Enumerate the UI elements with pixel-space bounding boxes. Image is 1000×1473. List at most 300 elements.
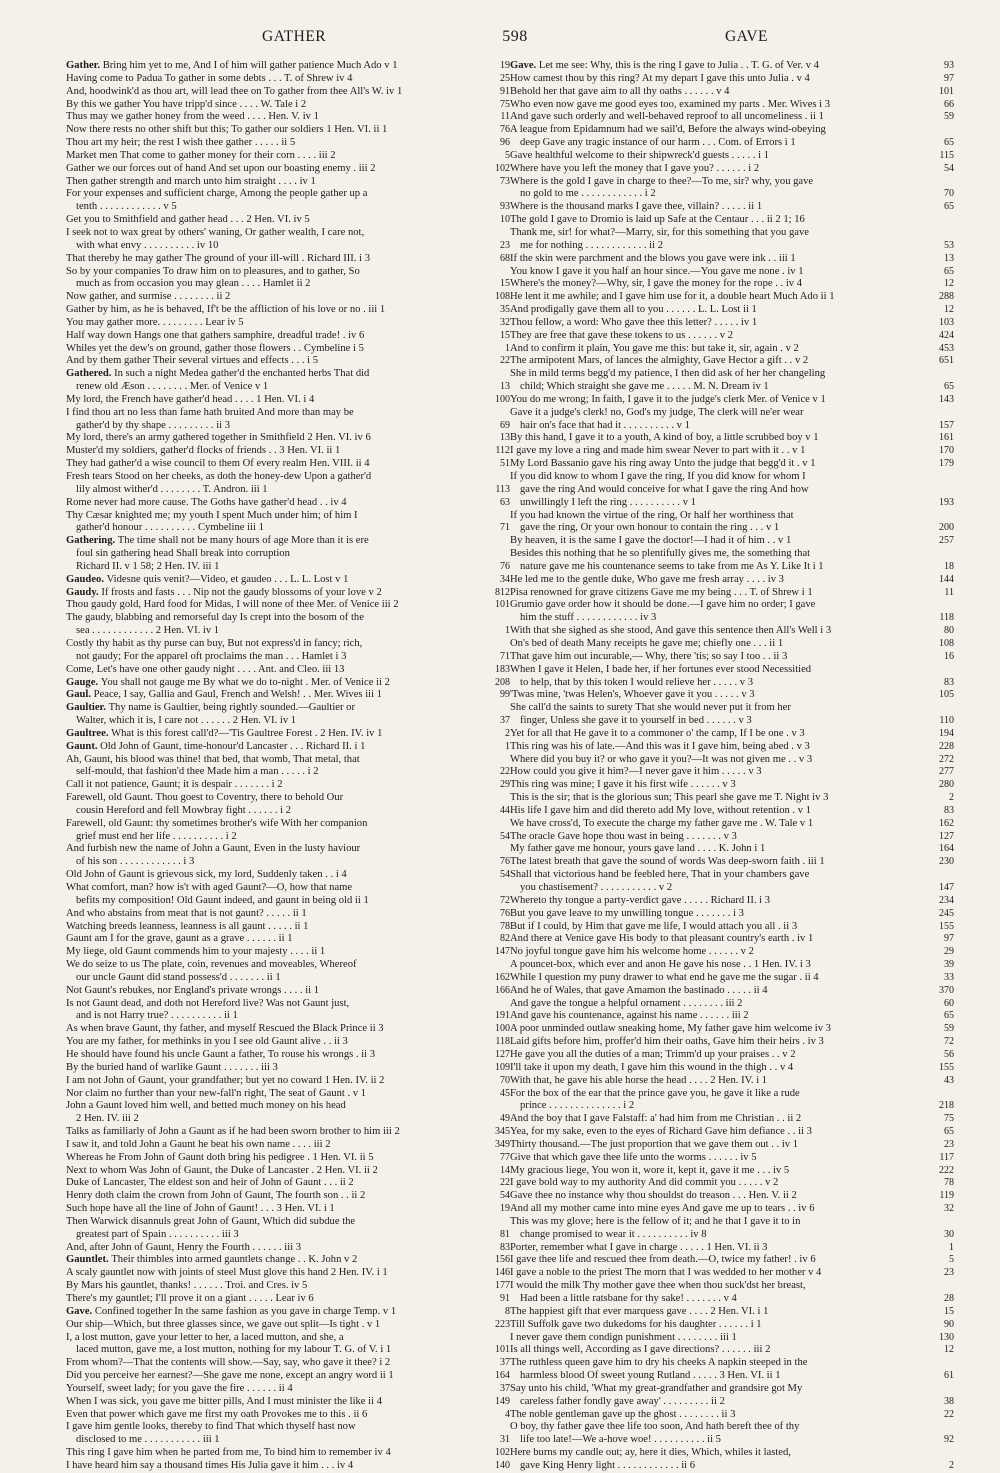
concordance-entry bbox=[510, 1165, 954, 1178]
line-reference: 45 bbox=[500, 1087, 510, 1099]
concordance-entry bbox=[510, 471, 954, 484]
entry-text: This is the sir; that is the glorious sun; This pearl she gave me T. Night iv 3 bbox=[510, 792, 829, 804]
line-reference: 5 bbox=[505, 149, 510, 161]
entry-text: Say unto his child, 'What my great-grandfather and grandsire got My bbox=[510, 1382, 803, 1394]
entry-text: And, hoodwink'd as thou art, will lead thee on To gather from thee All's W. iv 1 bbox=[66, 85, 403, 97]
entry-text: with what envy . . . . . . . . . . iv 10 bbox=[76, 239, 219, 251]
line-reference: 112 bbox=[495, 445, 510, 457]
concordance-entry bbox=[510, 869, 954, 882]
concordance-entry bbox=[66, 805, 510, 818]
concordance-entry bbox=[66, 548, 510, 561]
entry-text: our uncle Gaunt did stand possess'd . . . . . . . ii 1 bbox=[76, 971, 281, 983]
line-reference: 110 bbox=[939, 715, 954, 727]
line-reference: 66 bbox=[944, 98, 954, 110]
concordance-entry bbox=[510, 664, 954, 677]
line-reference: 147 bbox=[495, 946, 510, 958]
line-reference: 161 bbox=[939, 432, 954, 444]
entry-text: She call'd the saints to surety That she would never put it from her bbox=[510, 702, 791, 714]
concordance-entry bbox=[66, 1036, 510, 1049]
line-reference: 30 bbox=[944, 1228, 954, 1240]
concordance-entry bbox=[66, 998, 510, 1011]
concordance-entry bbox=[66, 304, 510, 317]
entry-text: Gaunt. Old John of Gaunt, time-honour'd Lancaster . . . Richard II. i 1 bbox=[66, 740, 366, 752]
concordance-entry bbox=[510, 368, 954, 381]
concordance-entry bbox=[66, 728, 510, 741]
concordance-entry bbox=[510, 612, 954, 625]
line-reference: 277 bbox=[939, 766, 954, 778]
entry-text: Yourself, sweet lady; for you gave the fire . . . . . . ii 4 bbox=[66, 1382, 293, 1394]
entry-text: him the stuff . . . . . . . . . . . . iv 3 bbox=[520, 612, 657, 624]
concordance-entry bbox=[510, 535, 954, 548]
entry-text: We do seize to us The plate, coin, revenues and moveables, Whereof bbox=[66, 959, 357, 971]
line-reference: 59 bbox=[944, 1023, 954, 1035]
concordance-entry bbox=[510, 1023, 954, 1036]
entry-text: And all my mother came into mine eyes And gave me up to tears . . iv 6 bbox=[510, 1203, 815, 1215]
line-reference: 140 bbox=[495, 1459, 510, 1471]
concordance-entry bbox=[510, 1190, 954, 1203]
concordance-entry bbox=[66, 317, 510, 330]
concordance-entry bbox=[66, 330, 510, 343]
concordance-entry bbox=[510, 1332, 954, 1345]
entry-text: Gauge. You shall not gauge me By what we do to-night . Mer. of Venice ii 2 bbox=[66, 676, 390, 688]
headword: Gauntlet. bbox=[66, 1254, 112, 1266]
entry-text: disclosed to me . . . . . . . . . . . iii 1 bbox=[76, 1434, 220, 1446]
entry-text: The noble gentleman gave up the ghost . . . . . . . . ii 3 bbox=[510, 1408, 736, 1420]
concordance-entry bbox=[66, 1460, 510, 1473]
entry-text: sea . . . . . . . . . . . . 2 Hen. VI. iv 1 bbox=[76, 625, 220, 637]
line-reference: 56 bbox=[944, 1048, 954, 1060]
entry-text: And to confirm it plain, You gave me this: but take it, sir, again . v 2 bbox=[510, 342, 799, 354]
concordance-entry bbox=[66, 471, 510, 484]
line-reference: 1 bbox=[505, 342, 510, 354]
concordance-entry bbox=[66, 1049, 510, 1062]
line-reference: 228 bbox=[939, 740, 954, 752]
line-reference: 12 bbox=[944, 278, 954, 290]
concordance-entry bbox=[66, 522, 510, 535]
concordance-entry bbox=[66, 407, 510, 420]
concordance-entry bbox=[66, 574, 510, 587]
concordance-entry bbox=[510, 1280, 954, 1293]
entry-text: you chastisement? . . . . . . . . . . . v 2 bbox=[520, 882, 673, 893]
entry-text: And, after John of Gaunt, Henry the Fourth . . . . . . iii 3 bbox=[66, 1241, 302, 1253]
concordance-entry bbox=[510, 1319, 954, 1332]
line-reference: 108 bbox=[495, 291, 510, 303]
line-reference: 25 bbox=[500, 72, 510, 84]
concordance-entry bbox=[510, 1344, 954, 1357]
entry-text: Such hope have all the line of John of Gaunt! . . . 3 Hen. VI. i 1 bbox=[66, 1203, 335, 1215]
concordance-entry bbox=[510, 1203, 954, 1216]
entry-text: gather'd honour . . . . . . . . . . Cymbeline iii 1 bbox=[76, 522, 264, 534]
concordance-entry bbox=[510, 99, 954, 112]
line-reference: 13 bbox=[944, 252, 954, 264]
concordance-entry bbox=[66, 612, 510, 625]
line-reference: 37 bbox=[500, 715, 510, 727]
entry-text: Gaudeo. Videsne quis venit?—Video, et gaudeo . . . L. L. Lost v 1 bbox=[66, 573, 349, 585]
line-reference: 99 bbox=[500, 689, 510, 701]
concordance-entry bbox=[510, 1242, 954, 1255]
concordance-entry bbox=[66, 445, 510, 458]
concordance-entry bbox=[66, 1216, 510, 1229]
left-column bbox=[66, 60, 510, 1473]
concordance-entry bbox=[66, 535, 510, 548]
line-reference: 12 bbox=[944, 1344, 954, 1356]
line-reference: 76 bbox=[500, 560, 510, 572]
line-reference: 424 bbox=[939, 329, 954, 341]
line-reference: 127 bbox=[495, 1048, 510, 1060]
entry-text: That thereby he may gather The ground of your ill-will . Richard III. i 3 bbox=[66, 252, 370, 264]
concordance-entry bbox=[510, 124, 954, 137]
concordance-entry bbox=[510, 343, 954, 356]
concordance-entry bbox=[510, 792, 954, 805]
entry-text: But you gave leave to my unwilling tongue . . . . . . . i 3 bbox=[510, 907, 744, 919]
entry-text: Whereas he From John of Gaunt doth bring his pedigree . 1 Hen. VI. ii 5 bbox=[66, 1151, 374, 1163]
concordance-entry bbox=[510, 985, 954, 998]
line-reference: 65 bbox=[944, 137, 954, 149]
entry-text: For your expenses and sufficient charge, Among the people gather up a bbox=[66, 188, 368, 200]
line-reference: 29 bbox=[500, 779, 510, 791]
concordance-entry bbox=[66, 1075, 510, 1088]
entry-text: Gave. Let me see: Why, this is the ring I gave to Julia . . T. G. of Ver. v 4 bbox=[510, 60, 819, 71]
entry-text: Had been a little ratsbane for thy sake! . . . . . . . v 4 bbox=[520, 1293, 737, 1304]
entry-text: Besides this nothing that he so plentifully gives me, the something that bbox=[510, 548, 811, 560]
entry-text: And he of Wales, that gave Amamon the bastinado . . . . . ii 4 bbox=[510, 984, 768, 996]
line-reference: 130 bbox=[939, 1331, 954, 1343]
concordance-entry bbox=[66, 394, 510, 407]
concordance-entry bbox=[66, 946, 510, 959]
concordance-entry bbox=[510, 766, 954, 779]
line-reference: 166 bbox=[495, 984, 510, 996]
line-reference: 65 bbox=[944, 201, 954, 213]
line-reference: 23 bbox=[944, 1267, 954, 1279]
entry-text: My father gave me honour, yours gave land . . . . K. John i 1 bbox=[510, 843, 766, 855]
concordance-entry bbox=[510, 407, 954, 420]
concordance-entry bbox=[510, 1075, 954, 1088]
concordance-entry bbox=[66, 1344, 510, 1357]
entry-text: Thou fellow, a word: Who gave thee this letter? . . . . . iv 1 bbox=[510, 316, 758, 328]
entry-text: You know I gave it you half an hour since.—You gave me none . iv 1 bbox=[510, 265, 804, 277]
concordance-entry bbox=[510, 1293, 954, 1306]
concordance-entry bbox=[510, 150, 954, 163]
line-reference: 234 bbox=[939, 894, 954, 906]
entry-text: Duke of Lancaster, The eldest son and heir of John of Gaunt . . . ii 2 bbox=[66, 1177, 354, 1189]
concordance-entry bbox=[66, 1203, 510, 1216]
line-reference: 54 bbox=[500, 1190, 510, 1202]
line-reference: 77 bbox=[500, 1151, 510, 1163]
line-reference: 23 bbox=[944, 1138, 954, 1150]
concordance-entry bbox=[510, 1010, 954, 1023]
concordance-entry bbox=[66, 1113, 510, 1126]
concordance-entry bbox=[510, 638, 954, 651]
concordance-entry bbox=[510, 1267, 954, 1280]
entry-text: Gathering. The time shall not be many hours of age More than it is ere bbox=[66, 535, 369, 547]
concordance-entry bbox=[510, 1216, 954, 1229]
line-reference: 179 bbox=[939, 458, 954, 470]
concordance-entry bbox=[66, 111, 510, 124]
line-reference: 183 bbox=[495, 663, 510, 675]
entry-text: careless father fondly gave away' . . . . . . . . . ii 2 bbox=[520, 1395, 725, 1407]
entry-text: Having come to Padua To gather in some debts . . . T. of Shrew iv 4 bbox=[66, 72, 353, 84]
concordance-entry bbox=[66, 99, 510, 112]
entry-text: deep Gave any tragic instance of our harm . . . Com. of Errors i 1 bbox=[520, 137, 796, 149]
line-reference: 38 bbox=[944, 1395, 954, 1407]
concordance-entry bbox=[66, 1152, 510, 1165]
line-reference: 12 bbox=[944, 304, 954, 316]
line-reference: 22 bbox=[500, 1177, 510, 1189]
entry-text: foul sin gathering head Shall break into corruption bbox=[76, 548, 290, 560]
line-reference: 76 bbox=[500, 124, 510, 136]
line-reference: 78 bbox=[500, 920, 510, 932]
concordance-entry bbox=[510, 908, 954, 921]
concordance-entry bbox=[510, 394, 954, 407]
line-reference: 22 bbox=[500, 355, 510, 367]
line-reference: 164 bbox=[939, 843, 954, 855]
concordance-entry bbox=[510, 651, 954, 664]
line-reference: 118 bbox=[495, 1036, 510, 1048]
line-reference: 200 bbox=[939, 522, 954, 534]
line-reference: 11 bbox=[500, 111, 510, 123]
line-reference: 193 bbox=[939, 496, 954, 508]
line-reference: 108 bbox=[939, 637, 954, 649]
entry-text: How could you give it him?—I never gave it him . . . . . v 3 bbox=[510, 766, 762, 778]
entry-text: I find thou art no less than fame hath bruited And more than may be bbox=[66, 406, 354, 418]
entry-text: Richard II. v 1 58; 2 Hen. IV. iii 1 bbox=[76, 560, 220, 572]
concordance-entry bbox=[66, 587, 510, 600]
concordance-entry bbox=[510, 1139, 954, 1152]
entry-text: Nor claim no further than your new-fall'n right, The seat of Gaunt . v 1 bbox=[66, 1087, 367, 1099]
line-reference: 162 bbox=[939, 817, 954, 829]
concordance-entry bbox=[66, 73, 510, 86]
entry-text: A poor unminded outlaw sneaking home, My father gave him welcome iv 3 bbox=[510, 1023, 831, 1035]
line-reference: 272 bbox=[939, 753, 954, 765]
line-reference: 97 bbox=[944, 933, 954, 945]
line-reference: 43 bbox=[944, 1074, 954, 1086]
line-reference: 97 bbox=[944, 72, 954, 84]
concordance-entry bbox=[66, 1254, 510, 1267]
line-reference: 71 bbox=[500, 650, 510, 662]
entry-text: You are my father, for methinks in you I see old Gaunt alive . . ii 3 bbox=[66, 1036, 348, 1048]
line-reference: 69 bbox=[500, 419, 510, 431]
line-reference: 144 bbox=[939, 573, 954, 585]
entry-text: The gaudy, blabbing and remorseful day Is crept into the bosom of the bbox=[66, 612, 364, 624]
concordance-entry bbox=[510, 1036, 954, 1049]
concordance-columns bbox=[66, 60, 954, 1473]
concordance-entry bbox=[510, 754, 954, 767]
concordance-entry bbox=[66, 1126, 510, 1139]
concordance-entry bbox=[66, 843, 510, 856]
concordance-entry bbox=[66, 1088, 510, 1101]
concordance-entry bbox=[510, 805, 954, 818]
line-reference: 119 bbox=[939, 1190, 954, 1202]
entry-text: If the skin were parchment and the blows you gave were ink . . iii 1 bbox=[510, 252, 796, 264]
line-reference: 60 bbox=[944, 997, 954, 1009]
concordance-entry bbox=[510, 1062, 954, 1075]
entry-text: By this we gather You have tripp'd since . . . . W. Tale i 2 bbox=[66, 98, 307, 110]
line-reference: 103 bbox=[939, 316, 954, 328]
concordance-entry bbox=[66, 1280, 510, 1293]
concordance-entry bbox=[510, 574, 954, 587]
line-reference: 280 bbox=[939, 779, 954, 791]
concordance-entry bbox=[510, 689, 954, 702]
entry-text: Where did you buy it? or who gave it you?—It was not given me . . v 3 bbox=[510, 753, 813, 765]
line-reference: 19 bbox=[500, 60, 510, 71]
line-reference: 90 bbox=[944, 1318, 954, 1330]
entry-text: I have heard him say a thousand times His Julia gave it him . . . iv 4 bbox=[66, 1459, 354, 1471]
line-reference: 65 bbox=[944, 265, 954, 277]
line-reference: 102 bbox=[495, 162, 510, 174]
running-head bbox=[66, 28, 954, 46]
entry-text: I gave thee life and rescued thee from death.—O, twice my father! . iv 6 bbox=[510, 1254, 816, 1266]
entry-text: This ring was his of late.—And this was it I gave him, being abed . v 3 bbox=[510, 740, 810, 752]
entry-text: I gave my love a ring and made him swear Never to part with it . . v 1 bbox=[510, 445, 806, 457]
entry-text: With that, he gave his able horse the head . . . . 2 Hen. IV. i 1 bbox=[510, 1074, 768, 1086]
entry-text: gave the ring, Or your own honour to contain the ring . . . v 1 bbox=[520, 522, 780, 534]
entry-text: Laid gifts before him, proffer'd him their oaths, Gave him their heirs . iv 3 bbox=[510, 1036, 824, 1048]
line-reference: 149 bbox=[495, 1395, 510, 1407]
line-reference: 54 bbox=[500, 830, 510, 842]
entry-text: Gave thee no instance why thou shouldst do treason . . . Hen. V. ii 2 bbox=[510, 1190, 797, 1202]
concordance-entry bbox=[510, 458, 954, 471]
headword: Gaul. bbox=[66, 689, 94, 701]
line-reference: 147 bbox=[939, 882, 954, 893]
concordance-entry bbox=[510, 895, 954, 908]
entry-text: Yet for all that He gave it to a commoner o' the camp, If I be one . v 3 bbox=[510, 727, 805, 739]
concordance-entry bbox=[510, 972, 954, 985]
concordance-entry bbox=[66, 1190, 510, 1203]
concordance-entry bbox=[66, 484, 510, 497]
entry-text: There's my gauntlet; I'll prove it on a giant . . . . . Lear iv 6 bbox=[66, 1293, 314, 1304]
entry-text: We have cross'd, To execute the charge my father gave me . W. Tale v 1 bbox=[510, 817, 814, 829]
entry-text: much as from occasion you may glean . . . . Hamlet ii 2 bbox=[76, 278, 311, 290]
line-reference: 11 bbox=[944, 586, 954, 598]
entry-text: Gave it a judge's clerk! no, God's my judge, The clerk will ne'er wear bbox=[510, 406, 804, 418]
line-reference: 34 bbox=[500, 573, 510, 585]
entry-text: And the boy that I gave Falstaff: a' had him from me Christian . . ii 2 bbox=[510, 1113, 802, 1125]
entry-text: Walter, which it is, I care not . . . . . . 2 Hen. VI. iv 1 bbox=[76, 715, 297, 727]
concordance-entry bbox=[66, 1434, 510, 1447]
concordance-entry bbox=[510, 818, 954, 831]
entry-text: And who abstains from meat that is not gaunt? . . . . . ii 1 bbox=[66, 907, 307, 919]
right-column bbox=[510, 60, 954, 1473]
entry-text: Now there rests no other shift but this; To gather our soldiers 1 Hen. VI. ii 1 bbox=[66, 124, 388, 136]
entry-text: My liege, old Gaunt commends him to your majesty . . . . ii 1 bbox=[66, 946, 326, 958]
entry-text: I, a lost mutton, gave your letter to her, a laced mutton, and she, a bbox=[66, 1331, 344, 1343]
concordance-entry bbox=[66, 754, 510, 767]
line-reference: 127 bbox=[939, 830, 954, 842]
entry-text: How camest thou by this ring? At my depart I gave this unto Julia . v 4 bbox=[510, 72, 810, 84]
concordance-entry bbox=[66, 1062, 510, 1075]
concordance-entry bbox=[510, 420, 954, 433]
entry-text: Is not Gaunt dead, and doth not Hereford live? Was not Gaunt just, bbox=[66, 997, 350, 1009]
concordance-entry bbox=[66, 86, 510, 99]
line-reference: 92 bbox=[944, 1434, 954, 1446]
entry-text: Where is the gold I gave in charge to thee?—To me, sir? why, you gave bbox=[510, 175, 814, 187]
concordance-entry bbox=[66, 792, 510, 805]
concordance-entry bbox=[66, 625, 510, 638]
entry-text: to help, that by this token I would relieve her . . . . . v 3 bbox=[520, 676, 754, 688]
concordance-entry bbox=[66, 1139, 510, 1152]
line-reference: 91 bbox=[500, 85, 510, 97]
concordance-entry bbox=[510, 599, 954, 612]
concordance-entry bbox=[510, 921, 954, 934]
entry-text: By heaven, it is the same I gave the doctor!—I had it of him . . v 1 bbox=[510, 535, 792, 547]
line-reference: 83 bbox=[944, 804, 954, 816]
line-reference: 288 bbox=[939, 291, 954, 303]
concordance-entry bbox=[510, 253, 954, 266]
entry-text: Henry doth claim the crown from John of Gaunt, The fourth son . . ii 2 bbox=[66, 1190, 366, 1202]
concordance-entry bbox=[510, 1434, 954, 1447]
entry-text: I saw it, and told John a Gaunt he beat his own name . . . . iii 2 bbox=[66, 1138, 331, 1150]
entry-text: Now gather, and surmise . . . . . . . . ii 2 bbox=[66, 291, 231, 303]
concordance-entry bbox=[66, 420, 510, 433]
entry-text: My lord, there's an army gathered together in Smithfield 2 Hen. VI. iv 6 bbox=[66, 432, 371, 444]
entry-text: Gave healthful welcome to their shipwreck'd guests . . . . . i 1 bbox=[510, 149, 770, 161]
concordance-entry bbox=[66, 1293, 510, 1306]
line-reference: 146 bbox=[495, 1267, 510, 1279]
line-reference: 51 bbox=[500, 458, 510, 470]
entry-text: lily almost wither'd . . . . . . . . T. Andron. iii 1 bbox=[76, 483, 268, 495]
concordance-entry bbox=[66, 497, 510, 510]
entry-text: But if I could, by Him that gave me life, I would attach you all . ii 3 bbox=[510, 920, 798, 932]
entry-text: gather'd by thy shape . . . . . . . . . ii 3 bbox=[76, 419, 231, 431]
line-reference: 68 bbox=[500, 252, 510, 264]
concordance-entry bbox=[66, 985, 510, 998]
concordance-entry bbox=[66, 188, 510, 201]
entry-text: Gave. Confined together In the same fashion as you gave in charge Temp. v 1 bbox=[66, 1305, 397, 1317]
concordance-entry bbox=[510, 201, 954, 214]
entry-text: laced mutton, gave me, a lost mutton, nothing for my labour T. G. of V. i 1 bbox=[76, 1344, 392, 1356]
entry-text: By this hand, I gave it to a youth, A kind of boy, a little scrubbed boy v 1 bbox=[510, 432, 819, 444]
entry-text: Yea, for my sake, even to the eyes of Richard Gave him defiance . . ii 3 bbox=[510, 1126, 812, 1138]
entry-text: Gaunt am I for the grave, gaunt as a grave . . . . . . ii 1 bbox=[66, 933, 293, 945]
concordance-entry bbox=[66, 368, 510, 381]
concordance-entry bbox=[66, 702, 510, 715]
entry-text: My gracious liege, You won it, wore it, kept it, gave it me . . . iv 5 bbox=[510, 1164, 790, 1176]
concordance-entry bbox=[510, 510, 954, 523]
concordance-entry bbox=[66, 1165, 510, 1178]
line-reference: 80 bbox=[944, 625, 954, 637]
line-reference: 81 bbox=[500, 1228, 510, 1240]
entry-text: I am not John of Gaunt, your grandfather; but yet no coward 1 Hen. IV. ii 2 bbox=[66, 1074, 385, 1086]
entry-text: Our ship—Which, but three glasses since, we gave out split—Is tight . v 1 bbox=[66, 1318, 381, 1330]
entry-text: Next to whom Was John of Gaunt, the Duke of Lancaster . 2 Hen. VI. ii 2 bbox=[66, 1164, 378, 1176]
concordance-entry bbox=[510, 188, 954, 201]
concordance-entry bbox=[510, 304, 954, 317]
headword: Gaudy. bbox=[66, 586, 102, 598]
concordance-entry bbox=[510, 548, 954, 561]
concordance-entry bbox=[66, 638, 510, 651]
line-reference: 35 bbox=[500, 304, 510, 316]
line-reference: 102 bbox=[495, 1447, 510, 1459]
line-reference: 65 bbox=[944, 381, 954, 393]
line-reference: 22 bbox=[944, 1408, 954, 1420]
concordance-entry bbox=[66, 1396, 510, 1409]
line-reference: 82 bbox=[500, 933, 510, 945]
headword: Gauge. bbox=[66, 676, 101, 688]
line-reference: 31 bbox=[500, 1434, 510, 1446]
concordance-entry bbox=[510, 73, 954, 86]
headword: Gave. bbox=[510, 60, 539, 71]
line-reference: 76 bbox=[500, 856, 510, 868]
entry-text: Thirty thousand.—The just proportion that we gave them out . . iv 1 bbox=[510, 1138, 799, 1150]
concordance-entry bbox=[510, 111, 954, 124]
entry-text: When I was sick, you gave me bitter pills, And I must minister the like ii 4 bbox=[66, 1395, 382, 1407]
entry-text: And there at Venice gave His body to that pleasant country's earth . iv 1 bbox=[510, 933, 814, 945]
entry-text: He should have found his uncle Gaunt a father, To rouse his wrongs . ii 3 bbox=[66, 1048, 376, 1060]
concordance-entry bbox=[66, 1332, 510, 1345]
entry-text: When I gave it Helen, I bade her, if her fortunes ever stood Necessitied bbox=[510, 663, 812, 675]
entry-text: Talks as familiarly of John a Gaunt as if he had been sworn brother to him iii 2 bbox=[66, 1126, 400, 1138]
concordance-entry bbox=[510, 497, 954, 510]
